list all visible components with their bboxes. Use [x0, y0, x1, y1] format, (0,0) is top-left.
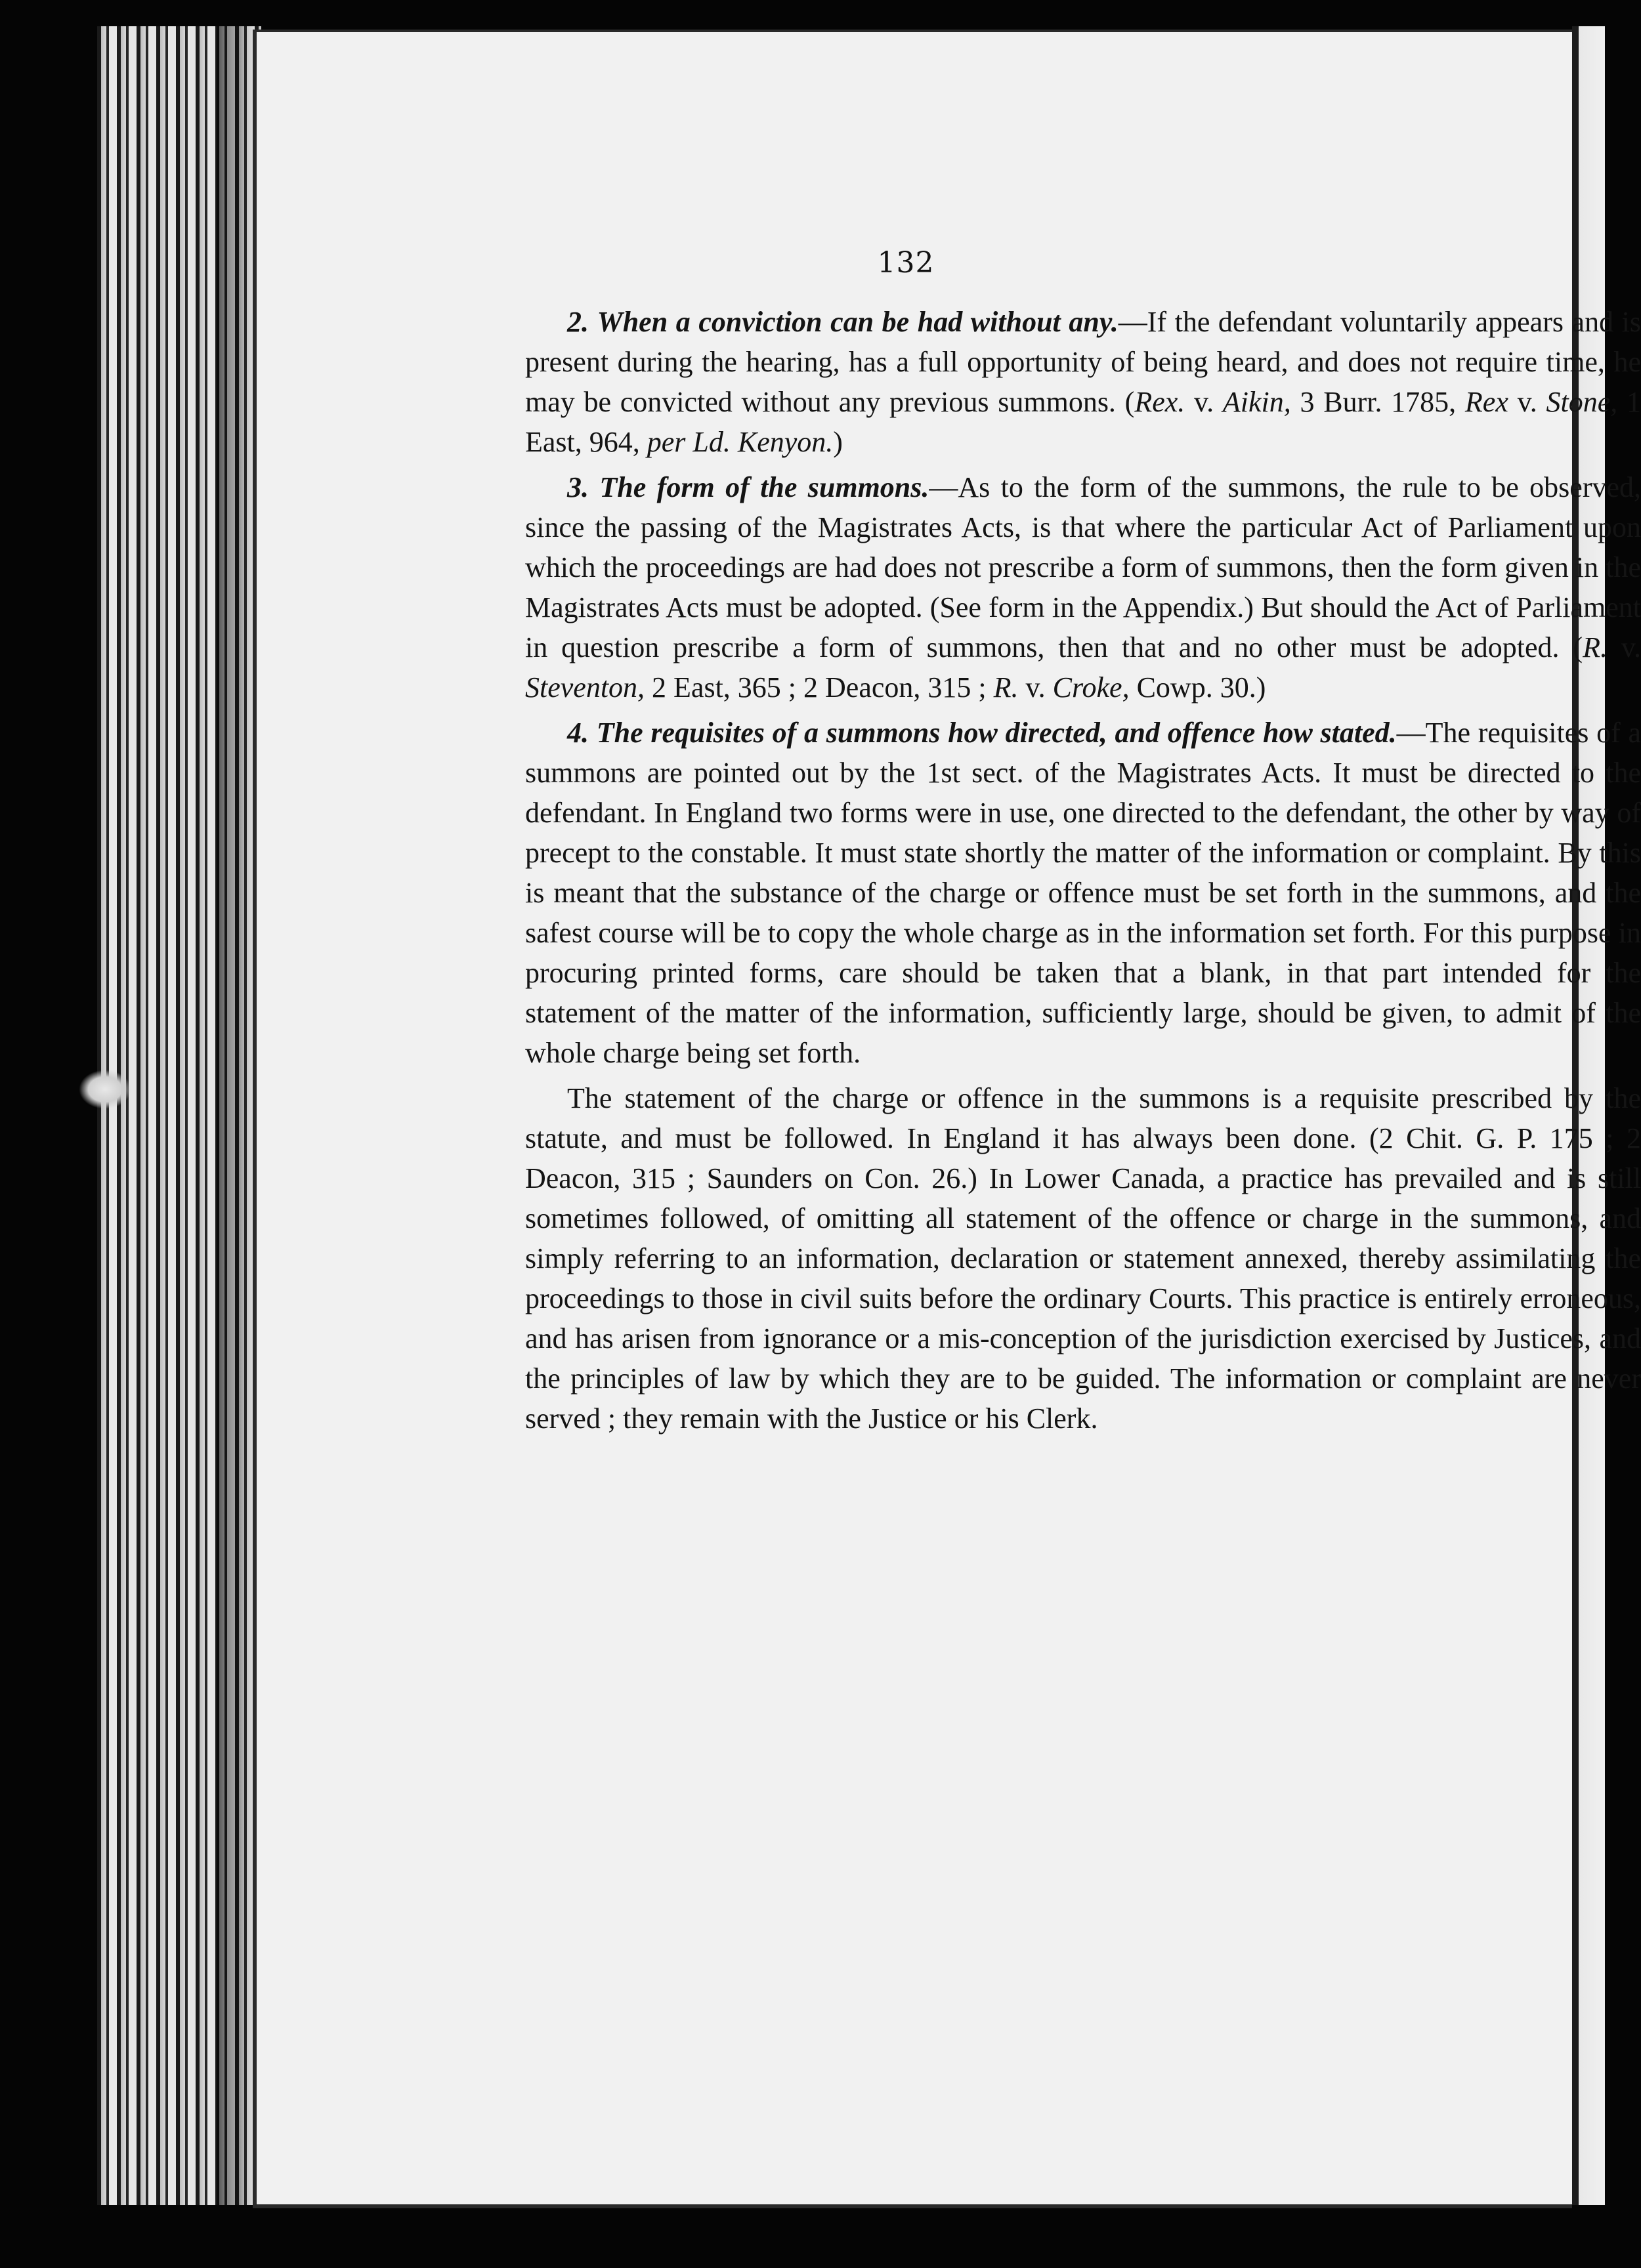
citation-italic-run: R. [993, 671, 1019, 704]
section-heading: The requisites of a summons how directed, and offence how stated. [596, 717, 1397, 749]
citation-italic-run: Croke, [1052, 671, 1130, 704]
text-run: v. [1018, 671, 1053, 704]
text-run: ) [833, 426, 843, 458]
section-3-paragraph-2 [525, 1078, 1641, 1438]
text-run: The statement of the charge or offence in the summons is a requisite prescribed by the statute, and must be followed. In England it has always been done. (2 Chit. G. P. 175 ; 2 Deacon, 315 ; Saunders on Con. 26.) In Lower Canada, a practice has prevailed and is still sometimes followed, of omitting all statement of the offence or charge in the summons, and simply referring to an information, declaration or statement annexed, thereby assimilating the proceedings to those in civil suits before the ordinary Courts. This practice is entirely erroneous, and has arisen from ignorance or a mis-conception of the jurisdiction exercised by Justices, and the principles of law by which they are to be guided. The information or complaint are never served ; they remain with the Justice or his Clerk. [525, 1082, 1641, 1435]
section-number: 2. [567, 306, 589, 338]
text-run: —As to the form of the summons, the rule to be observed, since the passing of the Magistrates Acts, is that where the particular Act of Parliament upon which the proceedings are had does not prescribe a form of summons, then the form given in the Magistrates Acts must be adopted. (See form in the Appendix.) But should the Act of Parliament in question prescribe a form of summons, then that and no other must be adopted. ( [525, 471, 1641, 663]
section-number: 3. [567, 471, 589, 503]
page-body-text [525, 302, 1641, 1444]
citation-italic-run: Stone, [1546, 386, 1618, 418]
section-2-paragraph-1 [525, 467, 1641, 707]
citation-italic-run: Aikin, [1222, 386, 1291, 418]
page-number: 132 [877, 246, 935, 280]
section-heading: The form of the summons. [599, 471, 929, 503]
citation-italic-run: Steventon, [525, 671, 645, 704]
text-run: v. [1185, 386, 1223, 418]
citation-italic-run: R. [1583, 631, 1608, 663]
citation-italic-run: per Ld. Kenyon. [647, 426, 834, 458]
book-page [253, 30, 1641, 2208]
section-1-paragraph-1 [525, 302, 1641, 462]
text-run: —The requisites of a summons are pointed out by the 1st sect. of the Magistrates Acts. It must be directed to the defendant. In England two forms were in use, one directed to the defendant, the other by way of precept to the constable. It must state shortly the matter of the information or complaint. By this is meant that the substance of the charge or offence must be set forth in the summons, and the safest course will be to copy the whole charge as in the information set forth. For this purpose in procuring printed forms, care should be taken that a blank, in that part intended for the statement of the matter of the information, sufficiently large, should be given, to admit of the whole charge being set forth. [525, 717, 1641, 1069]
text-run: —If the defendant voluntarily appears and is present during the hearing, has a full opportunity of being heard, and does not require time, he may be convicted without any previous summons. ( [525, 306, 1641, 418]
citation-italic-run: Rex [1464, 386, 1508, 418]
section-heading: When a conviction can be had without any. [597, 306, 1119, 338]
text-run: 1 East, 964, [525, 386, 1641, 458]
gutter-shadow [217, 26, 256, 2205]
section-number: 4. [567, 717, 589, 749]
text-run: v. [1607, 631, 1641, 663]
text-run: v. [1508, 386, 1546, 418]
text-run: 3 Burr. 1785, [1290, 386, 1465, 418]
text-run: Cowp. 30.) [1129, 671, 1266, 704]
citation-italic-run: Rex. [1134, 386, 1185, 418]
paper-stain-mark [79, 1070, 131, 1109]
section-3-paragraph-1 [525, 713, 1641, 1073]
text-run: 2 East, 365 ; 2 Deacon, 315 ; [645, 671, 994, 704]
